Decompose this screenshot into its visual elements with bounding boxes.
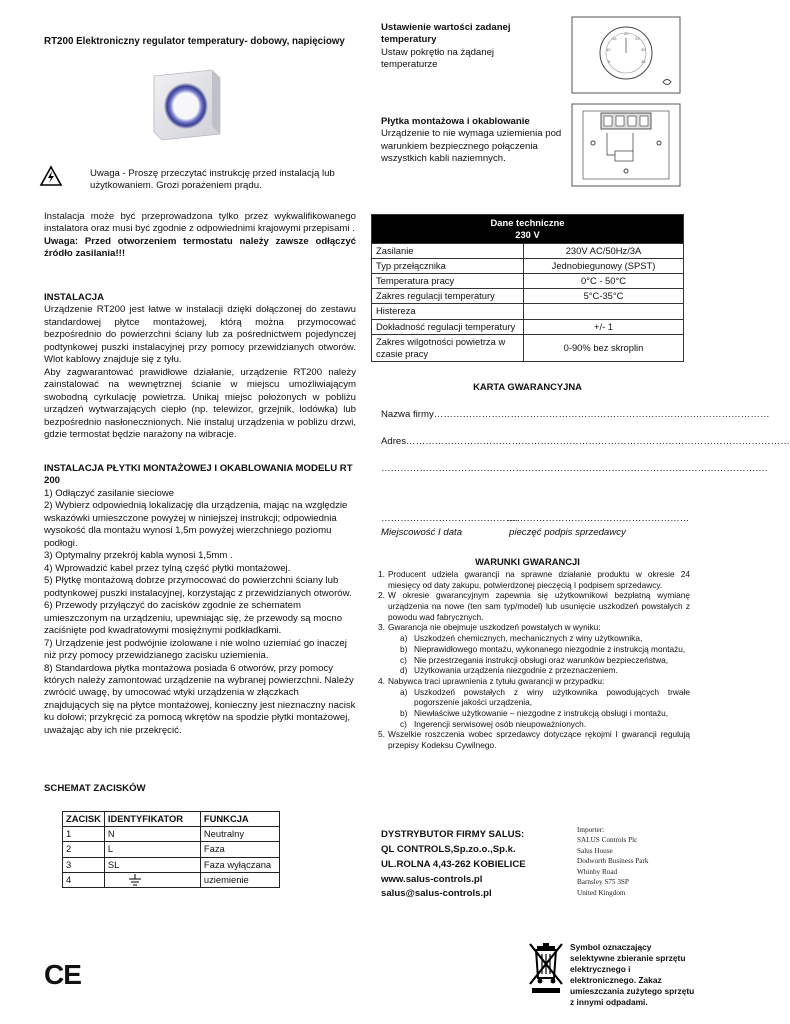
sub-list-item xyxy=(378,687,690,708)
address-field: Adres………………………………………………………………………………………………………… xyxy=(381,436,790,447)
intro-text: Instalacja może być przeprowadzona tylko przez wykwalifikowanego instalatora oraz musi być zgodnie z odpowiednimi krajowymi przepisami . xyxy=(44,211,356,235)
terminal-table xyxy=(62,811,280,888)
list-item xyxy=(378,676,690,687)
wiring-heading: SCHEMAT ZACISKÓW xyxy=(44,783,146,794)
spec-value: Jednobiegunowy (SPST) xyxy=(524,258,684,273)
spec-value: +/- 1 xyxy=(524,319,684,334)
mounting-plate-block xyxy=(381,116,567,166)
setting-text: Ustaw pokrętło na żądanej temperaturze xyxy=(381,46,495,71)
svg-text:5: 5 xyxy=(608,59,611,64)
svg-text:15: 15 xyxy=(612,36,617,41)
importer-line: Whinby Road xyxy=(577,867,618,876)
spec-title: Dane techniczne xyxy=(490,217,565,228)
page-title: RT200 Elektroniczny regulator temperatury- dobowy, napięciowy xyxy=(44,36,345,47)
list-text: Wszelkie roszczenia wobec sprzedawcy dotyczące rękojmi I gwarancji regulują przepisy Kodeksu Cywilnego. xyxy=(388,729,690,750)
mounting-step: 2) Wybierz odpowiednią lokalizację dla urządzenia, mając na względzie wskazówki umieszczone powyżej w niniejszej instrukcji; odpowiednia wysokość dla montażu wynosi 1,5m powyżej wierzchniego poziomu podłogi. xyxy=(44,500,348,549)
table-cell: 4 xyxy=(63,872,105,887)
svg-text:20: 20 xyxy=(624,31,629,36)
installation-heading: INSTALACJA xyxy=(44,292,105,303)
sub-list-item xyxy=(378,665,690,676)
warranty-conditions-title: WARUNKI GWARANCJI xyxy=(475,556,580,567)
place-date-label: Miejscowość I data xyxy=(381,527,463,538)
list-item xyxy=(378,569,690,590)
distributor-email: salus@salus-controls.pl xyxy=(381,888,492,900)
mounting-section xyxy=(44,463,356,737)
ground-symbol-icon xyxy=(128,874,142,886)
sub-list-item xyxy=(378,644,690,655)
list-text: Nie przestrzegania instrukcji obsługi oraz warunków bezpieczeństwa, xyxy=(414,654,669,665)
list-number: c) xyxy=(400,718,407,729)
list-number: 4. xyxy=(378,675,385,686)
table-row xyxy=(63,842,280,857)
mounting-step: 8) Standardowa płytka montażowa posiada 6 otworów, przy pomocy których należy zamontować urządzenie na wybranej powierzchni. Należy zwrócić uwagę, by umocować wtyki urządzenia w złączkach znajdujących się na płytce montażowej, konieczny jest nieznaczny nacisk ku dołowi; przykręcić za pomocą wkrętów na spodzie płytki montażowej, uważając aby ich nie przekręcić. xyxy=(44,662,356,736)
column-header: FUNKCJA xyxy=(200,812,279,827)
spec-header xyxy=(372,215,684,244)
table-cell: SL xyxy=(104,857,200,872)
list-text: Producent udziela gwarancji na sprawne działanie produktu w okresie 24 miesięcy od daty zakupu, potwierdzonej pieczęcią I podpisem sprzedawcy. xyxy=(388,569,690,590)
table-cell: Faza wyłączana xyxy=(200,857,279,872)
spec-label: Zakres regulacji temperatury xyxy=(372,289,524,304)
table-row xyxy=(372,273,684,288)
plate-text: Urządzenie to nie wymaga uziemienia pod warunkiem bezpiecznego połączenia wszystkich kabli naziemnych. xyxy=(381,128,562,165)
warning-high-voltage-icon xyxy=(40,166,62,186)
mounting-step: 5) Płytkę montażową dobrze przymocować do powierzchni ściany lub podtynkowej puszki instalacyjnej, korzystając z przewidzianych otworów. xyxy=(44,575,352,599)
firm-name-field: Nazwa firmy…………………………………………………………………………………………… xyxy=(381,409,770,420)
intro-warning: Uwaga: Przed otworzeniem termostatu należy zawsze odłączyć źródło zasilania!!! xyxy=(44,235,356,260)
spec-label: Dokładność regulacji temperatury xyxy=(372,319,524,334)
svg-text:25: 25 xyxy=(635,36,640,41)
spec-value: 5°C-35°C xyxy=(524,289,684,304)
distributor-line: DYSTRYBUTOR FIRMY SALUS: xyxy=(381,829,525,840)
list-text: Nabywca traci uprawnienia z tytułu gwarancji w przypadku: xyxy=(388,675,605,686)
svg-text:30: 30 xyxy=(641,47,646,52)
spec-value: 0°C - 50°C xyxy=(524,273,684,288)
distributor-website: www.salus-controls.pl xyxy=(381,873,483,885)
table-cell xyxy=(104,872,200,887)
mounting-step: 1) Odłączyć zasilanie sieciowe xyxy=(44,487,175,499)
spec-value: 0-90% bez skroplin xyxy=(524,334,684,361)
stamp-signature-label: pieczęć podpis sprzedawcy xyxy=(509,527,626,538)
table-row xyxy=(63,872,280,887)
table-row xyxy=(372,243,684,258)
table-row xyxy=(372,289,684,304)
list-item xyxy=(378,590,690,622)
sub-list-item xyxy=(378,655,690,666)
list-text: Gwarancja nie obejmuje uszkodzeń powstałych w wyniku: xyxy=(388,622,601,633)
list-number: d) xyxy=(400,665,408,676)
crossed-bin-icon xyxy=(527,940,565,994)
table-cell: 3 xyxy=(63,857,105,872)
weee-notice: Symbol oznaczający selektywne zbieranie sprzętu elektrycznego i elektronicznego. Zakaz umieszczania zużytego sprzętu z innymi odpadami. xyxy=(570,942,695,1007)
table-cell: uziemienie xyxy=(200,872,279,887)
table-cell: Faza xyxy=(200,842,279,857)
spec-subtitle: 230 V xyxy=(515,228,540,240)
mounting-step: 6) Przewody przyłączyć do zacisków zgodnie ze schematem umieszczonym na urządzeniu, upewniając się, że przewody są mocno zaciśnięte pod kwadratowymi mosiężnymi podkładkami. xyxy=(44,600,343,637)
distributor-line: QL CONTROLS,Sp.zo.o.,Sp.k. xyxy=(381,843,516,855)
place-date-field: ……………………………………. xyxy=(381,513,518,524)
importer-line: Dodworth Business Park xyxy=(577,857,649,866)
ce-mark-text: CE xyxy=(44,959,81,990)
table-row xyxy=(372,319,684,334)
mounting-step: 3) Optymalny przekrój kabla wynosi 1,5mm . xyxy=(44,550,233,562)
list-number: a) xyxy=(400,633,408,644)
table-row xyxy=(63,827,280,842)
list-number: 5. xyxy=(378,729,385,740)
importer-line: Importer: xyxy=(577,826,605,834)
table-row xyxy=(372,304,684,319)
list-number: b) xyxy=(400,707,408,718)
list-number: 1. xyxy=(378,569,385,579)
spec-label: Typ przełącznika xyxy=(372,258,524,273)
list-item xyxy=(378,729,690,750)
list-number: c) xyxy=(400,654,407,665)
spec-label: Zakres wilgotności powietrza w czasie pracy xyxy=(372,334,524,361)
table-header-row xyxy=(63,812,280,827)
thermostat-dial-drawing xyxy=(571,16,681,94)
column-header: ZACISK xyxy=(63,812,105,827)
spec-label: Zasilanie xyxy=(372,243,524,258)
installation-section xyxy=(44,292,356,442)
list-text: Ingerencji serwisowej osób nieupoważnionych. xyxy=(414,718,587,729)
ce-mark xyxy=(44,959,81,990)
svg-text:35: 35 xyxy=(641,59,646,64)
warranty-conditions-list xyxy=(378,569,690,751)
mounting-step: 7) Urządzenie jest podwójnie izolowane i nie wolno uziemiać go inaczej niż przy pomocy przewidzianego zacisku uziemienia. xyxy=(44,637,347,662)
warranty-card-title: KARTA GWARANCYJNA xyxy=(473,381,582,392)
table-cell: N xyxy=(104,827,200,842)
installation-paragraph-1: Urządzenie RT200 jest łatwe w instalacji dzięki dołączonej do zestawu standardowej płytce montażowej, którą można przymocować bezpośrednio do powierzchni ściany lub za pośrednictwem pojedynczej podtynkowej puszki instalacyjnej przy pomocy przewidzianych otworów. Wlot kablowy znajduje się z tyłu. xyxy=(44,304,356,366)
technical-data-table xyxy=(371,214,684,362)
table-cell: 2 xyxy=(63,842,105,857)
mounting-heading: INSTALACJA PŁYTKI MONTAŻOWEJ I OKABLOWANIA MODELU RT 200 xyxy=(44,463,353,487)
setting-block xyxy=(381,22,551,72)
installation-intro xyxy=(44,211,356,261)
list-number: 2. xyxy=(378,590,385,601)
spec-label: Histereza xyxy=(372,304,524,319)
distributor-block xyxy=(381,828,551,902)
list-text: Uszkodzeń powstałych z winy użytkownika powodujących trwałe pogorszenie jakości urządzenia, xyxy=(414,686,690,708)
table-row xyxy=(63,857,280,872)
list-number: b) xyxy=(400,643,408,654)
list-number: a) xyxy=(400,686,408,697)
spec-header-row xyxy=(372,215,684,244)
sub-list-item xyxy=(378,633,690,644)
list-text: Niewłaściwe użytkowanie – niezgodne z instrukcją obsługi i montażu, xyxy=(414,707,669,718)
sub-list-item xyxy=(378,708,690,719)
warning-text: Uwaga - Proszę przeczytać instrukcję przed instalacją lub użytkowaniem. Grozi porażeniem prądu. xyxy=(90,168,335,192)
table-cell: Neutralny xyxy=(200,827,279,842)
list-text: Uszkodzeń chemicznych, mechanicznych z winy użytkownika, xyxy=(414,633,643,644)
importer-line: SALUS Controls Plc xyxy=(577,836,638,845)
installation-paragraph-2: Aby zagwarantować prawidłowe działanie, urządzenie RT200 należy zainstalować na wewnętrznej ścianie w miejscu umożliwiającym swobodną cyrkulację powietrza. Unikaj miejsc położonych w pobliżu urządzeń wytwarzających ciepło (np. telewizor, grzejnik, lodówka) lub bezpośrednio nasłonecznionych. Nie instaluj urządzenia w pobliżu drzwi, gdzie termostat będzie narażony na wibracje. xyxy=(44,366,356,441)
product-photo xyxy=(146,66,228,142)
spec-label: Temperatura pracy xyxy=(372,273,524,288)
importer-line: Barnsley S75 3SP xyxy=(577,878,629,887)
spec-value: 230V AC/50Hz/3A xyxy=(524,243,684,258)
sub-list-item xyxy=(378,719,690,730)
list-text: W okresie gwarancyjnym zapewnia się użytkownikowi bezpłatną wymianę urządzenia na nowe (ten sam typ/model) lub usunięcie uszkodzeń powstałych z powodu wad fabrycznych. xyxy=(388,590,690,622)
importer-line: Salus House xyxy=(577,846,613,855)
table-row xyxy=(372,334,684,361)
table-cell: 1 xyxy=(63,827,105,842)
list-text: Użytkowania urządzenia niezgodnie z przeznaczeniem. xyxy=(414,665,618,676)
mounting-step: 4) Wprowadzić kabel przez tylną część płytki montażowej. xyxy=(44,562,291,574)
stamp-signature-field: ………………………………………………… xyxy=(507,513,690,524)
list-item xyxy=(378,622,690,633)
plate-heading: Płytka montażowa i okablowanie xyxy=(381,116,530,127)
table-row xyxy=(372,258,684,273)
importer-line: United Kingdom xyxy=(577,888,626,897)
column-header: IDENTYFIKATOR xyxy=(104,812,200,827)
address-continuation-field: …………………………………………………………………………………………………………. xyxy=(381,463,768,474)
list-number: 3. xyxy=(378,622,385,633)
table-cell: L xyxy=(104,842,200,857)
spec-value xyxy=(524,304,684,319)
list-text: Nieprawidłowego montażu, wykonanego niezgodnie z instrukcją montażu, xyxy=(414,643,686,654)
svg-text:10: 10 xyxy=(606,47,611,52)
distributor-line: UL.ROLNA 4,43-262 KOBIELICE xyxy=(381,858,526,870)
mounting-plate-drawing xyxy=(571,103,681,187)
importer-block xyxy=(577,825,687,898)
setting-heading: Ustawienie wartości zadanej temperatury xyxy=(381,22,511,46)
